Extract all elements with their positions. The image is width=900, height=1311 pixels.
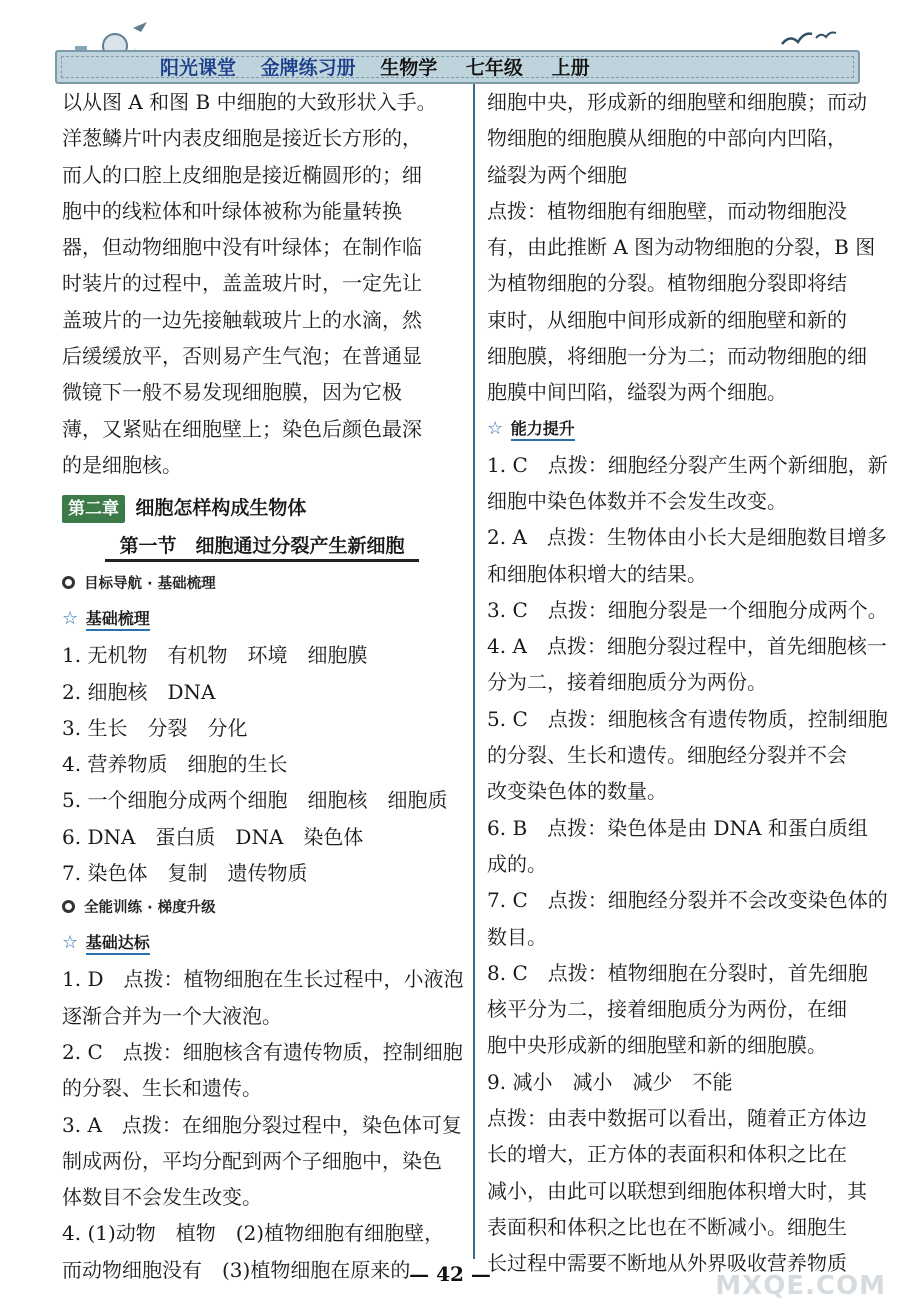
star-icon: ☆: [487, 417, 504, 439]
answer-line: 体数目不会发生改变。: [62, 1185, 262, 1210]
answer-line: 胞中央形成新的细胞壁和新的细胞膜。: [487, 1033, 827, 1058]
left-top-text: [62, 84, 462, 483]
text-line: 微镜下一般不易发现细胞膜，因为它极: [62, 380, 402, 405]
text-line: 洋葱鳞片叶内表皮细胞是接近长方形的，: [62, 126, 422, 151]
watermark-text: MXQE.COM: [715, 1271, 886, 1301]
section-title: 第一节 细胞通过分裂产生新细胞: [105, 535, 418, 562]
target-icon: [62, 900, 75, 913]
answer-line: 核平分为二，接着细胞质分为两份，在细: [487, 997, 847, 1022]
answer-line: 制成两份，平均分配到两个子细胞中，染色: [62, 1148, 442, 1173]
subheading-basic-review: [62, 601, 462, 637]
answer-line: 的分裂、生长和遗传。细胞经分裂并不会: [487, 743, 847, 768]
practice-list: [62, 961, 462, 1288]
answer-line: 点拨：由表中数据可以看出，随着正方体边: [487, 1106, 867, 1131]
text-line: 点拨：植物细胞有细胞壁，而动物细胞没: [487, 198, 847, 223]
text-line: 以从图 A 和图 B 中细胞的大致形状入手。: [62, 90, 437, 114]
answer-line: 5. 一个细胞分成两个细胞 细胞核 细胞质: [62, 788, 448, 813]
subheading-label: 基础达标: [86, 933, 150, 955]
subheading-basic-practice: [62, 925, 462, 961]
subject-name: 生物学: [380, 57, 438, 79]
answer-line: 和细胞体积增大的结果。: [487, 561, 707, 586]
answer-line: 数目。: [487, 924, 547, 949]
left-column: [62, 84, 462, 1288]
chapter-badge: 第二章: [62, 495, 125, 523]
answer-line: 3. A 点拨：在细胞分裂过程中，染色体可复: [62, 1112, 462, 1137]
answer-line: 成的。: [487, 851, 547, 876]
header-title: [160, 54, 612, 82]
text-line: 细胞中央，形成新的细胞壁和细胞膜；而动: [487, 90, 867, 114]
page-header: [55, 18, 860, 88]
right-column: [487, 84, 888, 1282]
answer-line: 4. (1)动物 植物 (2)植物细胞有细胞壁，: [62, 1221, 445, 1246]
text-line: 的是细胞核。: [62, 452, 182, 477]
answer-line: 6. DNA 蛋白质 DNA 染色体: [62, 824, 364, 849]
text-line: 有，由此推断 A 图为动物细胞的分裂，B 图: [487, 235, 876, 260]
answer-line: 1. 无机物 有机物 环境 细胞膜: [62, 643, 368, 668]
answer-line: 长过程中需要不断地从外界吸收营养物质: [487, 1251, 847, 1276]
nav-heading-training: [62, 891, 462, 925]
answer-line: 减小，由此可以联想到细胞体积增大时，其: [487, 1178, 867, 1203]
answer-line: 1. D 点拨：植物细胞在生长过程中，小液泡: [62, 967, 464, 992]
volume-name: 上册: [551, 57, 590, 79]
answer-line: 而动物细胞没有 (3)植物细胞在原来的: [62, 1257, 411, 1282]
answer-line: 2. 细胞核 DNA: [62, 679, 216, 704]
page-number: — 42 —: [409, 1262, 491, 1286]
right-top-text: [487, 84, 876, 411]
ability-list: [487, 447, 888, 1282]
answer-line: 长的增大，正方体的表面积和体积之比在: [487, 1142, 847, 1167]
answer-line: 7. 染色体 复制 遗传物质: [62, 861, 308, 886]
answer-line: 2. A 点拨：生物体由小长大是细胞数目增多: [487, 525, 887, 550]
text-line: 器，但动物细胞中没有叶绿体；在制作临: [62, 235, 422, 260]
text-line: 盖玻片的一边先接触载玻片上的水滴，然: [62, 307, 422, 332]
answer-line: 2. C 点拨：细胞核含有遗传物质，控制细胞: [62, 1039, 463, 1064]
answer-line: 4. 营养物质 细胞的生长: [62, 752, 288, 777]
chapter-title: 细胞怎样构成生物体: [135, 497, 307, 520]
text-line: 而人的口腔上皮细胞是接近椭圆形的；细: [62, 162, 422, 187]
text-line: 细胞膜，将细胞一分为二；而动物细胞的细: [487, 344, 867, 369]
text-line: 为植物细胞的分裂。植物细胞分裂即将结: [487, 271, 847, 296]
grade-name: 七年级: [465, 57, 523, 79]
chapter-heading: [62, 487, 462, 527]
answer-line: 细胞中染色体数并不会发生改变。: [487, 488, 787, 513]
section-heading: [62, 527, 462, 567]
text-line: 束时，从细胞中间形成新的细胞壁和新的: [487, 307, 847, 332]
answer-line: 9. 减小 减小 减少 不能: [487, 1069, 733, 1094]
answer-line: 逐渐合并为一个大液泡。: [62, 1003, 282, 1028]
target-icon: [62, 576, 75, 589]
text-line: 物细胞的细胞膜从细胞的中部向内凹陷，: [487, 126, 847, 151]
text-line: 胞膜中间凹陷，缢裂为两个细胞。: [487, 380, 787, 405]
answer-line: 3. C 点拨：细胞分裂是一个细胞分成两个。: [487, 597, 888, 622]
text-line: 后缓缓放平，否则易产生气泡；在普通显: [62, 344, 422, 369]
answer-line: 3. 生长 分裂 分化: [62, 715, 248, 740]
subheading-ability: [487, 411, 867, 447]
column-divider: [473, 84, 475, 1259]
nav-heading-label: 目标导航 · 基础梳理: [84, 576, 216, 593]
answer-line: 7. C 点拨：细胞经分裂并不会改变染色体的: [487, 888, 888, 913]
text-line: 薄，又紧贴在细胞壁上；染色后颜色最深: [62, 416, 422, 441]
header-banner: [55, 50, 860, 84]
answer-line: 1. C 点拨：细胞经分裂产生两个新细胞，新: [487, 452, 888, 477]
text-line: 时装片的过程中，盖盖玻片时，一定先让: [62, 271, 422, 296]
nav-heading-goal: [62, 567, 462, 601]
birds-icon: [780, 24, 840, 54]
basic-review-list: [62, 637, 462, 891]
text-line: 胞中的线粒体和叶绿体被称为能量转换: [62, 198, 402, 223]
answer-line: 改变染色体的数量。: [487, 779, 667, 804]
subheading-label: 能力提升: [511, 419, 575, 441]
star-icon: ☆: [62, 932, 79, 954]
answer-line: 8. C 点拨：植物细胞在分裂时，首先细胞: [487, 960, 868, 985]
nav-heading-label: 全能训练 · 梯度升级: [84, 900, 216, 917]
series-name: 金牌练习册: [260, 57, 356, 79]
star-icon: ☆: [62, 608, 79, 630]
watermark: [692, 1235, 892, 1305]
answer-line: 分为二，接着细胞质分为两份。: [487, 670, 767, 695]
answer-line: 5. C 点拨：细胞核含有遗传物质，控制细胞: [487, 706, 888, 731]
answer-line: 表面积和体积之比也在不断减小。细胞生: [487, 1214, 847, 1239]
answer-line: 6. B 点拨：染色体是由 DNA 和蛋白质组: [487, 815, 868, 840]
brand-name: 阳光课堂: [160, 57, 237, 79]
text-line: 缢裂为两个细胞: [487, 162, 627, 187]
answer-line: 的分裂、生长和遗传。: [62, 1076, 262, 1101]
subheading-label: 基础梳理: [86, 609, 150, 631]
answer-line: 4. A 点拨：细胞分裂过程中，首先细胞核一: [487, 634, 887, 659]
